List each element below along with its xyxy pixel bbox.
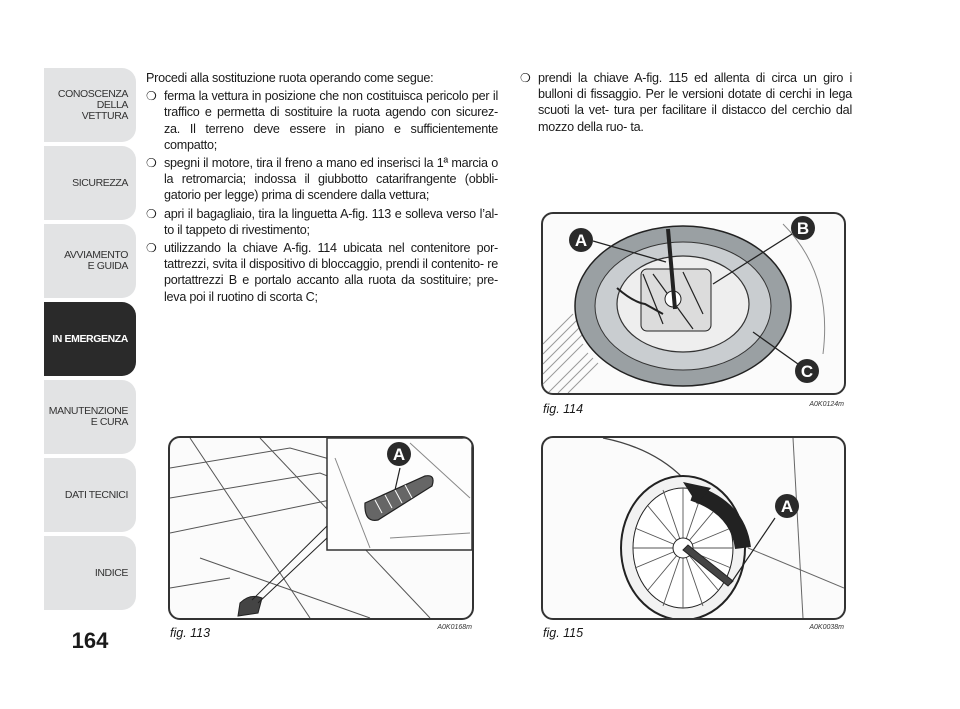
step-text: prendi la chiave A-fig. 115 ed allenta di circa un giro i bulloni di fissaggio. Per le versioni dotate di cerchi in lega scuoti la vet- tura per facilitare il distacco del cerchio dal mozzo della ruo- ta. — [538, 71, 852, 134]
callout-a: A — [780, 497, 794, 516]
left-text-column — [146, 70, 498, 307]
callout-a: A — [574, 231, 588, 250]
bullet-circle-icon: ❍ — [146, 156, 157, 171]
intro-text: Procedi alla sostituzione ruota operando come segue: — [146, 71, 434, 85]
step-item — [520, 70, 852, 135]
figure-113-caption: fig. 113 — [170, 626, 211, 640]
step-item — [146, 206, 498, 238]
step-text: ferma la vettura in posizione che non costituisca pericolo per il traffico e permetta di sostituire la ruota agendo con sicurez- za. Il terreno deve essere in piano e sufficientemente compatto; — [164, 89, 498, 152]
step-text: spegni il motore, tira il freno a mano ed inserisci la 1ª marcia o la retromarcia; indossa il giubbotto catarifrangente (obbli- gatorio per legge) prima di scendere dalla vettura; — [164, 156, 498, 203]
step-text: apri il bagagliaio, tira la linguetta A-fig. 113 e solleva verso l’al- to il tappeto di rivestimento; — [164, 206, 498, 237]
tab-manutenzione-e-cura[interactable]: MANUTENZIONE E CURA — [44, 380, 136, 454]
step-item — [146, 88, 498, 153]
figure-115 — [541, 436, 846, 620]
callout-a: A — [392, 445, 406, 464]
bullet-circle-icon: ❍ — [146, 241, 157, 256]
step-item — [146, 240, 498, 305]
tab-dati-tecnici[interactable]: DATI TECNICI — [44, 458, 136, 532]
figure-114-caption: fig. 114 — [543, 402, 584, 416]
figure-113-code: A0K0168m — [437, 624, 472, 631]
tab-conoscenza-della-vettura[interactable]: CONOSCENZA DELLA VETTURA — [44, 68, 136, 142]
figure-115-code: A0K0038m — [809, 624, 844, 631]
page-number: 164 — [71, 628, 109, 653]
callout-b: B — [796, 219, 810, 238]
bullet-circle-icon: ❍ — [146, 206, 157, 221]
bullet-circle-icon: ❍ — [520, 71, 531, 85]
figure-114-code: A0K0124m — [809, 401, 844, 408]
right-text-column — [520, 70, 852, 137]
figure-114 — [541, 212, 846, 395]
tab-in-emergenza[interactable]: IN EMERGENZA — [44, 302, 136, 376]
tab-avviamento-e-guida[interactable]: AVVIAMENTO E GUIDA — [44, 224, 136, 298]
tab-sicurezza[interactable]: SICUREZZA — [44, 146, 136, 220]
step-item — [146, 155, 498, 204]
figure-113 — [168, 436, 474, 620]
bullet-circle-icon: ❍ — [146, 89, 157, 104]
callout-c: C — [800, 362, 814, 381]
figure-115-caption: fig. 115 — [543, 626, 584, 640]
tab-indice[interactable]: INDICE — [44, 536, 136, 610]
step-text: utilizzando la chiave A-fig. 114 ubicata nel contenitore por- tattrezzi, svita il dispositivo di bloccaggio, prendi il contenito- re portattrezzi B e portalo accanto alla ruota da sostituire; pre- leva poi il ruotino di scorta C; — [164, 241, 498, 304]
